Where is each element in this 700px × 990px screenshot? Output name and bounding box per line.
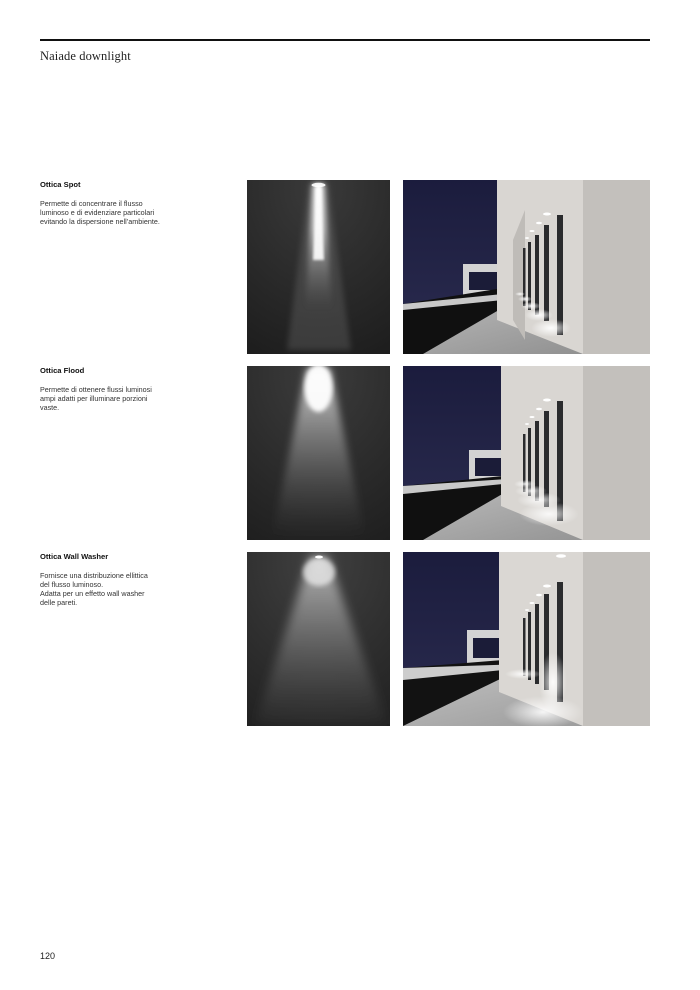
optic-heading: Ottica Spot: [40, 180, 81, 189]
optic-description: Permette di concentrare il flusso luminoso e di evidenziare particolari evitando la dispersione nell’ambiente.: [40, 199, 160, 226]
scene-render-spot: [403, 180, 650, 354]
optic-row-spot: [0, 180, 700, 354]
optic-description: Fornisce una distribuzione ellittica del flusso luminoso. Adatta per un effetto wall washer delle pareti.: [40, 571, 148, 607]
scene-render-wall-washer: [403, 552, 650, 726]
optic-row-wall-washer: [0, 552, 700, 726]
scene-render-flood: [403, 366, 650, 540]
page-title: Naiade downlight: [40, 49, 131, 63]
optic-description: Permette di ottenere flussi luminosi ampi adatti per illuminare porzioni vaste.: [40, 385, 152, 412]
optic-text-wall-washer: [40, 552, 190, 607]
optic-heading: Ottica Wall Washer: [40, 552, 109, 561]
optic-row-flood: [0, 366, 700, 540]
beam-photo-spot: [247, 180, 390, 354]
beam-photo-flood: [247, 366, 390, 540]
optic-text-flood: [40, 366, 190, 412]
header-rule: [40, 39, 650, 41]
optic-text-spot: [40, 180, 190, 226]
optic-heading: Ottica Flood: [40, 366, 85, 375]
page-number: 120: [40, 951, 56, 961]
beam-photo-wall-washer: [247, 552, 390, 726]
